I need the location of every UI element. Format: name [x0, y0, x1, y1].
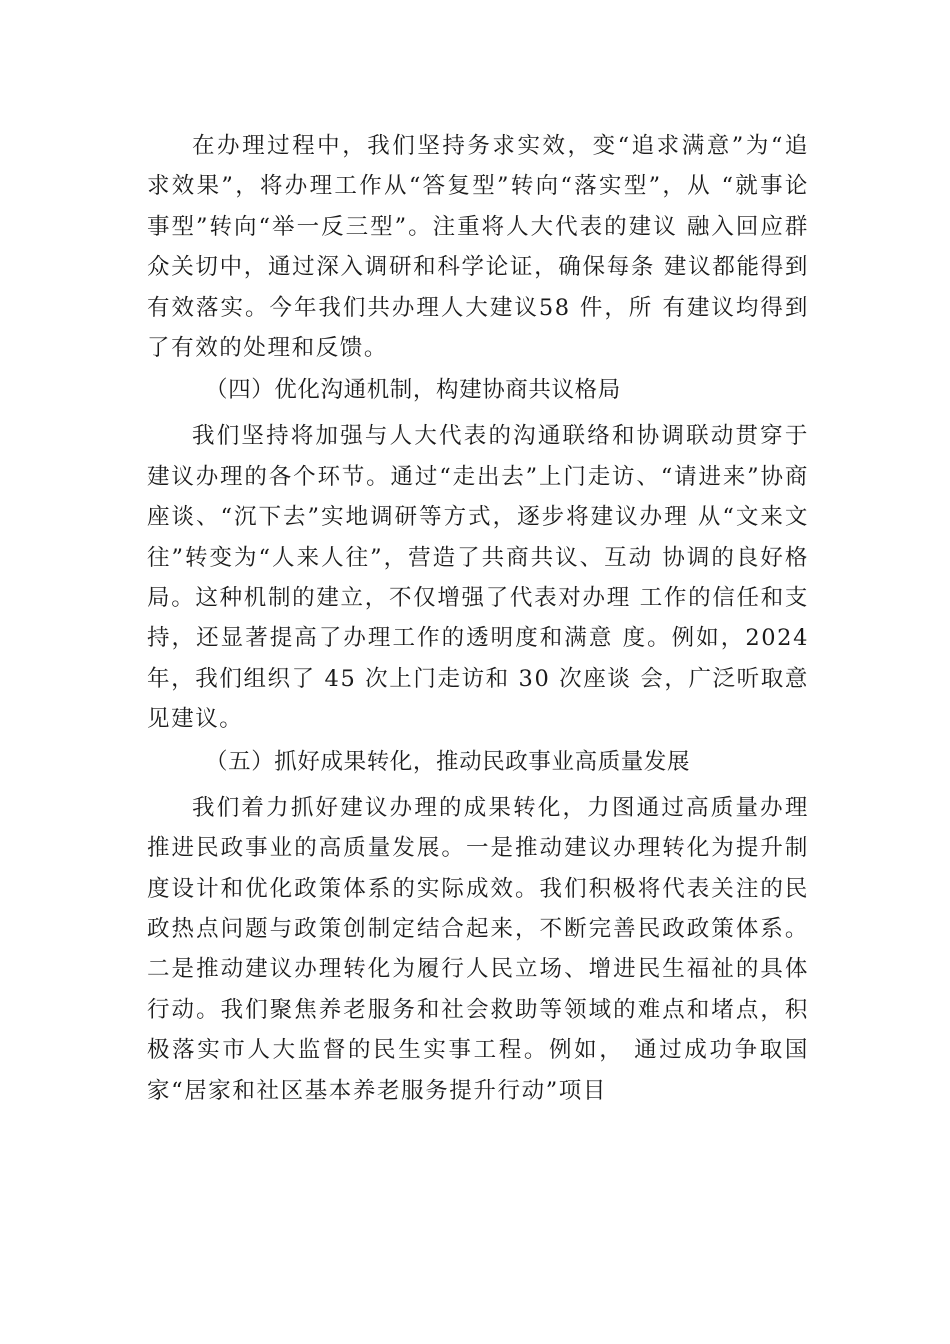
paragraph-implementation: 在办理过程中，我们坚持务求实效，变“追求满意”为“追求效果”，将办理工作从“答复型”转向“落实型”，从 “就事论事型”转向“举一反三型”。注重将人大代表的建议 融入回应群众关切中，通过深入调研和科学论证，确保每条 建议都能得到有效落实。今年我们共办理人大建议58 件，所 有建议均得到了有效的处理和反馈。 [147, 133, 809, 362]
section-heading-4: （四）优化沟通机制，构建协商共议格局 [205, 377, 621, 404]
paragraph-communication: 我们坚持将加强与人大代表的沟通联络和协调联动贯穿于建议办理的各个环节。通过“走出去”上门走访、“请进来”协商座谈、“沉下去”实地调研等方式，逐步将建议办理 从“文来文往”转变为“人来人往”，营造了共商共议、互动 协调的良好格局。这种机制的建立，不仅增强了代表对办理 工作的信任和支持，还显著提高了办理工作的透明度和满意 度。例如，2024 年，我们组织了 45 次上门走访和 30 次座谈 会，广泛听取意见建议。 [147, 423, 809, 733]
paragraph-results: 我们着力抓好建议办理的成果转化，力图通过高质量办理推进民政事业的高质量发展。一是推动建议办理转化为提升制度设计和优化政策体系的实际成效。我们积极将代表关注的民政热点问题与政策创制定结合起来，不断完善民政政策体系。二是推动建议办理转化为履行人民立场、增进民生福祉的具体行动。我们聚焦养老服务和社会救助等领域的难点和堵点，积极落实市人大监督的民生实事工程。例如， 通过成功争取国家“居家和社区基本养老服务提升行动”项目 [147, 794, 809, 1104]
section-heading-5: （五）抓好成果转化，推动民政事业高质量发展 [205, 748, 691, 775]
document-body [147, 126, 809, 1111]
